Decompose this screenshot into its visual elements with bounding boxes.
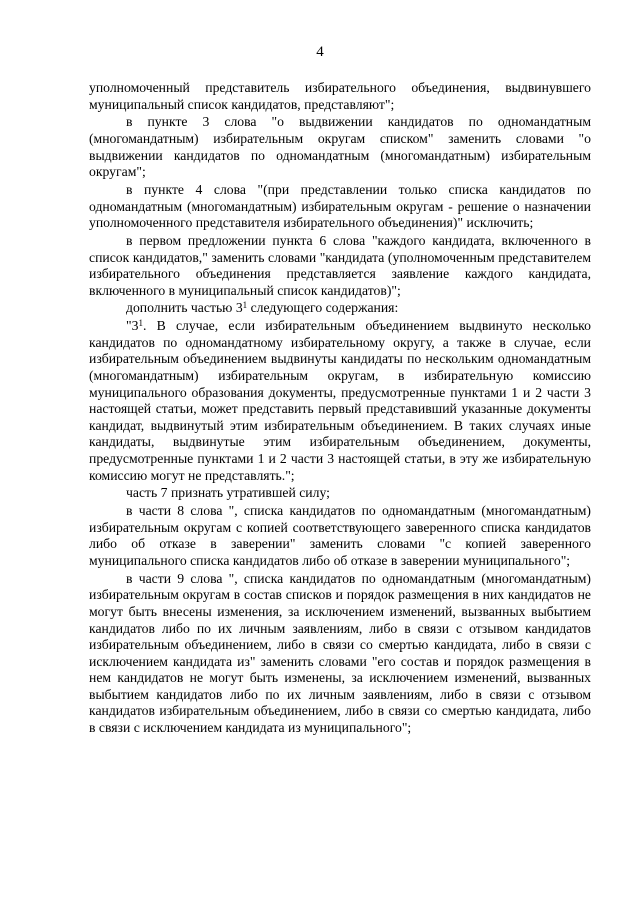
paragraph-part-3-1-body: . В случае, если избирательным объединением выдвинуто несколько кандидатов по одномандатному избирательному округу, а также в случае, если избирательным объединением выдвинуты кандидаты по нескольким одномандатным (многомандатным) избирательным округам, в избирательную комиссию муниципального образования документы, предусмотренные пунктами 1 и 2 части 3 настоящей статьи, может представить первый представивший указанные документы кандидат, выдвинутый этим избирательным объединением. В таких случаях иные кандидаты, выдвинутые этим избирательным объединением, документы, предусмотренные пунктами 1 и 2 части 3 настоящей статьи, в эту же избирательную комиссию могут не представлять."; — [89, 318, 591, 483]
paragraph-continuation: уполномоченный представитель избирательного объединения, выдвинувшего муниципальный список кандидатов, представляют"; — [89, 80, 591, 112]
paragraph-part-3-1-head: "3 — [126, 318, 139, 334]
paragraph-add-part — [89, 300, 591, 317]
superscript: 1 — [138, 318, 143, 329]
paragraph-item-6: в первом предложении пункта 6 слова "каждого кандидата, включенного в список кандидатов," заменить словами "кандидата (уполномоченным представителем избирательного объединения представляется заявление каждого кандидата, включенного в муниципальный список кандидатов)"; — [89, 232, 591, 298]
page-number: 4 — [316, 44, 324, 60]
superscript: 1 — [242, 300, 248, 311]
paragraph-item-4: в пункте 4 слова "(при представлении только списка кандидатов по одномандатным (многомандатным) избирательным округам - решение о назначении уполномоченного представителя избирательного объединения)" исключить; — [89, 181, 591, 231]
paragraph-part-3-1 — [89, 318, 591, 484]
paragraph-part-7: часть 7 признать утратившей силу; — [126, 485, 330, 501]
document-body — [89, 80, 591, 738]
paragraph-add-part-tail: следующего содержания: — [247, 300, 399, 316]
paragraph-part-8: в части 8 слова ", списка кандидатов по одномандатным (многомандатным) избирательным округам с копией соответствующего заверенного списка кандидатов либо об отказе в заверении" заменить словами "с копией заверенного муниципального списка кандидатов либо об отказе в заверении муниципального"; — [89, 503, 591, 568]
paragraph-item-3: в пункте 3 слова "о выдвижении кандидатов по одномандатным (многомандатным) избирательным округам списком" заменить словами "о выдвижении кандидатов по одномандатным (многомандатным) избирательным округам"; — [89, 114, 591, 180]
paragraph-add-part-text: дополнить частью 3 — [126, 300, 243, 316]
paragraph-part-9: в части 9 слова ", списка кандидатов по одномандатным (многомандатным) избирательным округам в состав списков и порядок размещения в них кандидатов не могут быть внесены изменения, за исключением изменений, вызванных выбытием кандидатов либо по их личным заявлениям, либо в связи с отзывом кандидатов избирательным объединением, либо в связи со смертью кандидата, либо в связи с исключением кандидата из" заменить словами "его состав и порядок размещения в нем кандидатов не могут быть изменены, за исключением изменений, вызванных выбытием кандидатов либо по их личным заявлениям, либо в связи с отзывом кандидатов избирательным объединением, либо в связи со смертью кандидата, либо в связи с исключением кандидата из муниципального"; — [89, 570, 591, 736]
